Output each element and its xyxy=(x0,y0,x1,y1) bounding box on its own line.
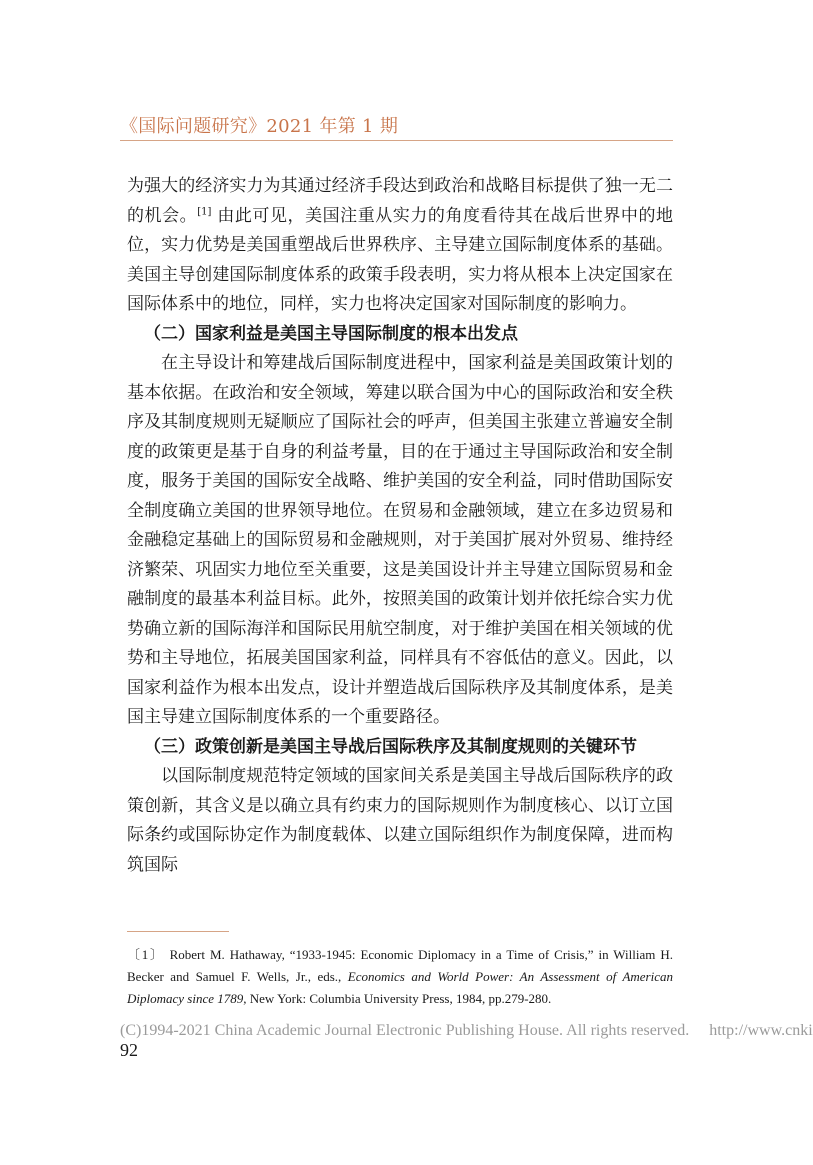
footnote-reference[interactable]: [1] xyxy=(197,205,212,217)
paragraph-2: 在主导设计和筹建战后国际制度进程中，国家利益是美国政策计划的基本依据。在政治和安全领域，筹建以联合国为中心的国际政治和安全秩序及其制度规则无疑顺应了国际社会的呼声，但美国主张建立普遍安全制度的政策更是基于自身的利益考量，目的在于通过主导国际政治和安全制度，服务于美国的国际安全战略、维护美国的安全利益，同时借助国际安全制度确立美国的世界领导地位。在贸易和金融领域，建立在多边贸易和金融稳定基础上的国际贸易和金融规则，对于美国扩展对外贸易、维持经济繁荣、巩固实力地位至关重要，这是美国设计并主导建立国际贸易和金融制度的最基本利益目标。此外，按照美国的政策计划并依托综合实力优势确立新的国际海洋和国际民用航空制度，对于维护美国在相关领域的优势和主导地位，拓展美国国家利益，同样具有不容低估的意义。因此，以国家利益作为根本出发点，设计并塑造战后国际秩序及其制度体系，是美国主导建立国际制度体系的一个重要路径。 xyxy=(127,353,673,727)
copyright-url[interactable]: http://www.cnki xyxy=(709,1022,813,1039)
section-heading-2: （二）国家利益是美国主导国际制度的根本出发点 xyxy=(144,323,518,344)
footnote-divider xyxy=(127,931,229,932)
paragraph-3: 以国际制度规范特定领域的国家间关系是美国主导战后国际秩序的政策创新，其含义是以确立具有约束力的国际规则作为制度核心、以订立国际条约或国际协定作为制度载体、以建立国际组织作为制度保障，进而构筑国际 xyxy=(127,766,673,875)
footnote-text-a: Robert M. Hathaway, “1933-1945: Economic Diplomacy in a Time of Crisis,” in William H. Becker and Samuel F. Wells, Jr., eds., xyxy=(127,947,673,984)
footnote-text-b: , New York: Columbia University Press, 1984, pp.279-280. xyxy=(243,991,552,1006)
paragraph-1 xyxy=(127,172,673,320)
journal-header: 《国际问题研究》2021 年第 1 期 xyxy=(120,116,399,137)
footnote-marker: 〔1〕 xyxy=(127,947,165,962)
copyright-notice xyxy=(120,1022,813,1040)
paragraph-1-rest: 由此可见，美国注重从实力的角度看待其在战后世界中的地位，实力优势是美国重塑战后世界秩序、主导建立国际制度体系的基础。美国主导创建国际制度体系的政策手段表明，实力将从根本上决定国家在国际体系中的地位，同样，实力也将决定国家对国际制度的影响力。 xyxy=(127,205,674,314)
section-heading-3: （三）政策创新是美国主导战后国际秩序及其制度规则的关键环节 xyxy=(144,736,637,757)
article-body xyxy=(127,172,673,880)
header-divider xyxy=(120,140,673,141)
page-number: 92 xyxy=(120,1040,138,1060)
paragraph-1-text: 为强大的经济实力为其通过经济手段达到政治和战略目标提供了独一无二的机会。 xyxy=(127,176,673,226)
footnote-book-title: Economics and World Power: An Assessment of American Diplomacy since 1789 xyxy=(127,969,673,1006)
footnote-1 xyxy=(127,944,673,1010)
copyright-text: (C)1994-2021 China Academic Journal Electronic Publishing House. All rights reserved. xyxy=(120,1022,690,1039)
